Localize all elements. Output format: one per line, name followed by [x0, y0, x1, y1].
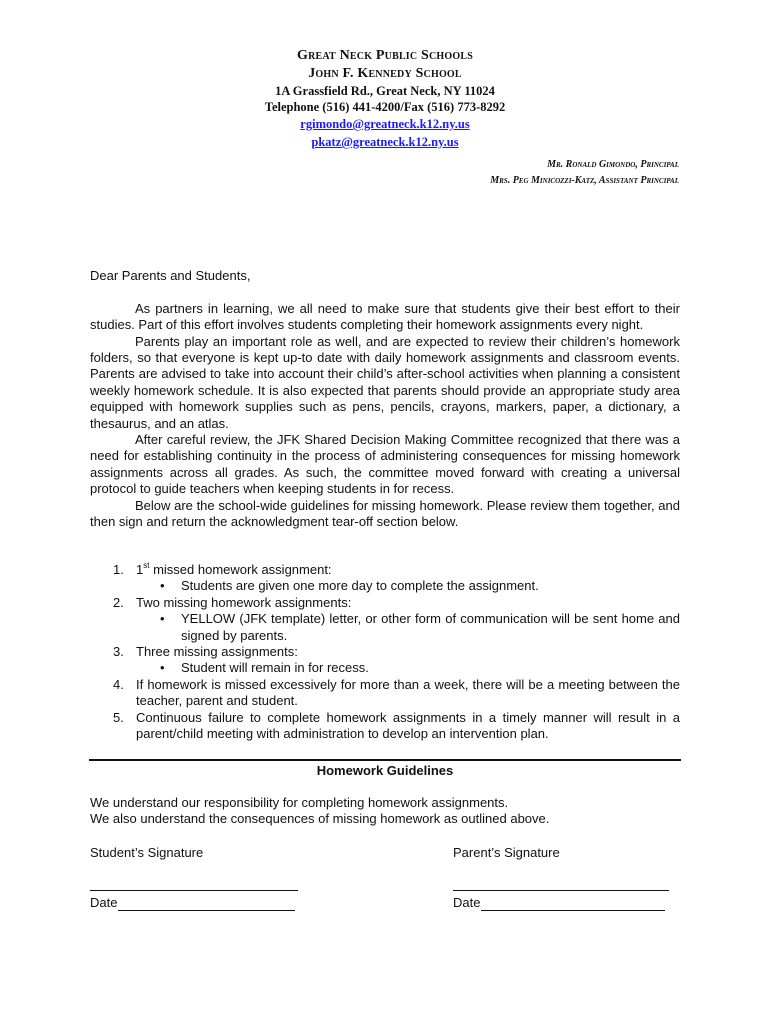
student-date-line[interactable]	[118, 897, 295, 911]
guideline-bullet	[90, 578, 680, 594]
bullet-icon: •	[160, 611, 165, 627]
bullet-icon: •	[160, 660, 165, 676]
letter-paragraph: Below are the school-wide guidelines for missing homework. Please review them together, and then sign and return the acknowledgment tear-off section below.	[90, 497, 680, 530]
guideline-bullet	[90, 660, 680, 676]
email-link-assistant-principal[interactable]: pkatz@greatneck.k12.ny.us	[311, 135, 459, 149]
parent-date-field[interactable]	[453, 895, 665, 911]
district-name: Great Neck Public Schools	[296, 48, 473, 63]
letterhead	[0, 47, 770, 151]
administrators-block	[490, 157, 679, 188]
letter-greeting: Dear Parents and Students,	[90, 268, 251, 283]
list-number: 3.	[113, 644, 124, 660]
list-number: 1.	[113, 562, 124, 577]
parent-signature-line[interactable]	[453, 890, 669, 891]
letter-paragraph: Parents play an important role as well, and are expected to review their children’s homework folders, so that everyone is kept up-to date with daily homework assignments and classroom events. Parents are advised to take into account their child’s after-school activities when planning a consistent weekly homework schedule. It is also expected that parents should provide an appropriate study area equipped with homework supplies such as pens, pencils, crayons, markers, paper, a dictionary, a thesaurus, and an atlas.	[90, 333, 680, 431]
guideline-text: If homework is missed excessively for more than a week, there will be a meeting between the teacher, parent and student.	[136, 676, 680, 709]
email-link-principal[interactable]: rgimondo@greatneck.k12.ny.us	[300, 117, 470, 131]
letter-paragraph: As partners in learning, we all need to make sure that students give their best effort to their studies. Part of this effort involves students completing their homework assignments every night.	[90, 300, 680, 333]
school-phone-fax: Telephone (516) 441-4200/Fax (516) 773-8292	[264, 100, 506, 114]
principal-name: Mr. Ronald Gimondo, Principal	[547, 159, 679, 170]
guideline-text: Three missing assignments:	[136, 644, 298, 660]
bullet-icon: •	[160, 578, 165, 594]
student-date-field[interactable]	[90, 895, 295, 911]
guideline-text: missed homework assignment:	[149, 562, 332, 577]
ordinal-number: 1	[136, 562, 144, 577]
guideline-item-3	[90, 644, 680, 660]
date-label: Date	[453, 895, 481, 910]
school-address: 1A Grassfield Rd., Great Neck, NY 11024	[275, 84, 495, 98]
student-signature-line[interactable]	[90, 890, 298, 891]
acknowledgment-line: We also understand the consequences of missing homework as outlined above.	[90, 811, 550, 827]
letter-paragraph: After careful review, the JFK Shared Decision Making Committee recognized that there was a need for establishing continuity in the process of administering consequences for missing homework assignments across all grades. As such, the committee moved forward with creating a universal protocol to guide teachers when keeping students in for recess.	[90, 432, 680, 497]
guideline-item-4	[90, 677, 680, 710]
acknowledgment-line: We understand our responsibility for completing homework assignments.	[90, 795, 509, 810]
bullet-text: Student will remain in for recess.	[181, 660, 369, 676]
list-number: 2.	[113, 594, 124, 610]
date-label: Date	[90, 895, 118, 910]
tearoff-divider	[89, 759, 681, 761]
guideline-item-1	[90, 562, 680, 578]
guidelines-list	[90, 562, 680, 742]
tearoff-title: Homework Guidelines	[316, 763, 454, 778]
student-signature-label: Student’s Signature	[90, 845, 204, 860]
guideline-bullet	[90, 611, 680, 644]
bullet-text: YELLOW (JFK template) letter, or other form of communication will be sent home and signed by parents.	[181, 611, 680, 643]
school-name: John F. Kennedy School	[308, 66, 462, 81]
guideline-item-5	[90, 710, 680, 743]
parent-signature-label: Parent’s Signature	[453, 845, 560, 860]
bullet-text: Students are given one more day to complete the assignment.	[181, 578, 539, 594]
list-number: 4.	[113, 676, 124, 692]
guideline-item-2	[90, 595, 680, 611]
parent-date-line[interactable]	[481, 897, 665, 911]
acknowledgment-text	[90, 795, 690, 828]
guideline-text: Two missing homework assignments:	[136, 594, 352, 610]
letter-body	[90, 268, 680, 530]
assistant-principal-name: Mrs. Peg Minicozzi-Katz, Assistant Principal	[490, 174, 679, 186]
ordinal-suffix: st	[143, 561, 150, 570]
list-number: 5.	[113, 709, 124, 725]
guideline-text: Continuous failure to complete homework assignments in a timely manner will result in a parent/child meeting with administration to develop an intervention plan.	[136, 709, 680, 742]
